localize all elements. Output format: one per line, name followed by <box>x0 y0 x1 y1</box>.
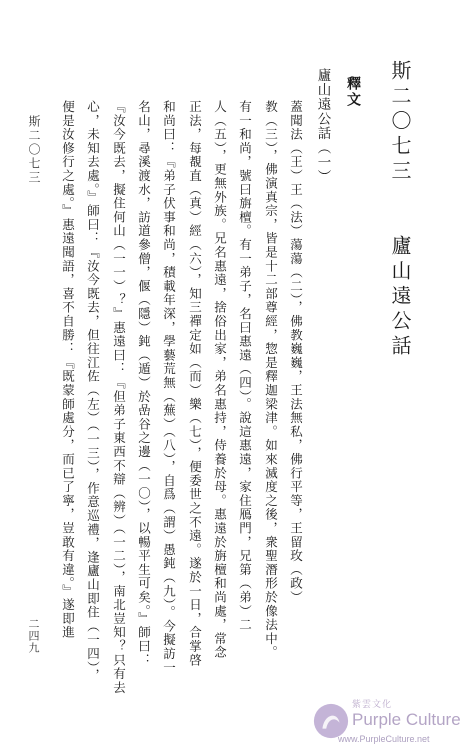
watermark-url: www.PurpleCulture.net <box>338 734 430 744</box>
watermark-chinese-name: 紫雲文化 <box>352 700 393 710</box>
body-line-10: 便是汝修行之處。』惠遠聞語，喜不自勝：『既蒙師處分，而已了寧，豈敢有違。』遂即進 <box>60 100 76 640</box>
body-line-6: 和尚曰：『弟子伏事和尚，積載年深，學藝荒無（蕪）（八），自爲（謂）愚鈍（九）。今擬訪一 <box>161 100 177 675</box>
page-title: 斯二〇七三 廬山遠公話 <box>388 60 412 360</box>
page-number: 二四九 <box>27 618 40 654</box>
running-head: 斯二〇七三 <box>27 115 41 185</box>
body-line-4: 人（五），更無外族。兄名惠遠，捨俗出家，弟名惠持，侍養於母。惠遠於旃檀和尚處，常念 <box>212 100 228 660</box>
body-line-8: 『汝今既去，擬住何山（一一）？』惠遠曰：『但弟子東西不辯（辨）（一二），南北豈知？只有去 <box>111 100 127 695</box>
text-title: 廬山遠公話（一） <box>314 68 331 184</box>
body-line-7: 名山，尋溪渡水，訪道參僧，偃（隱）鈍（遁）於嵒谷之邊（一〇），以暢平生可矣。』師曰： <box>136 100 152 668</box>
watermark <box>308 694 461 752</box>
body-line-1: 蓋聞法（王）王（法）蕩蕩（二），佛教巍巍，王法無私，佛行平等，王留玫（政） <box>288 100 304 605</box>
section-heading: 釋文 <box>345 76 361 108</box>
body-line-2: 教（三），佛演真宗，皆是十二部尊經，惣是釋迦梁津。如來滅度之後，衆聖潛形於像法中。 <box>263 100 279 660</box>
watermark-brand: Purple Culture <box>352 710 461 729</box>
body-line-5: 正法，每覩直（真）經（六），知三禪定如（而）樂（七），便委世之不遠。遂於一日，合掌啓 <box>187 100 203 668</box>
body-line-9: 心，未知去處。』師曰：『汝今既去，但往江佐（左）（一三），作意巡禮，逢廬山即住（一四）， <box>85 100 101 683</box>
body-line-3: 有一和尚，號曰旃檀。有一弟子，名曰惠遠（四）。說這惠遠，家住鴈門，兄第（弟）二 <box>237 100 253 632</box>
